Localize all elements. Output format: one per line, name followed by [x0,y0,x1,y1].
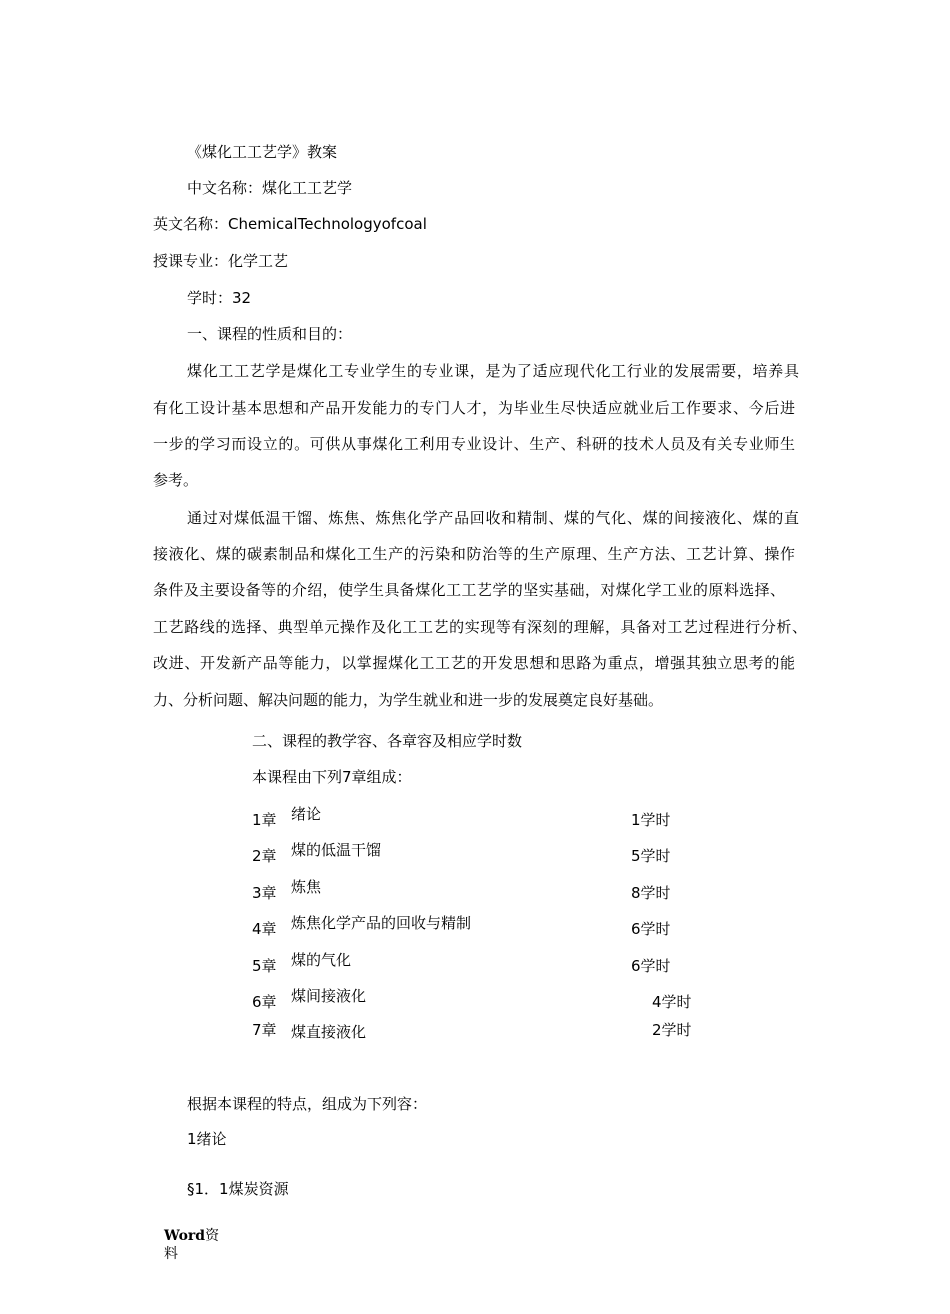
english-name: 英文名称：ChemicalTechnologyofcoal [153,215,427,233]
paragraph-line: 工艺路线的选择、典型单元操作及化工工艺的实现等有深刻的理解，具备对工艺过程进行分析、 [153,618,807,636]
chapter-row [0,986,950,1010]
document-title: 《煤化工工艺学》教案 [187,143,338,161]
chapter-row [0,840,950,864]
chapter-hours: 5学时 [631,847,671,865]
paragraph-line: 通过对煤低温干馏、炼焦、炼焦化学产品回收和精制、煤的气化、煤的间接液化、煤的直 [187,509,799,527]
chapter-number: 4章 [252,920,277,938]
chapter-row [0,913,950,937]
chapter-hours: 6学时 [631,957,671,975]
chapter-title: 煤的低温干馏 [291,841,382,859]
footer-word: Word [164,1228,206,1244]
paragraph-line: 煤化工工艺学是煤化工专业学生的专业课，是为了适应现代化工行业的发展需要，培养具 [187,362,799,380]
chapter-number: 7章 [252,1021,277,1039]
chapter-hours: 1学时 [631,811,671,829]
chapter-title: 炼焦化学产品的回收与精制 [291,914,472,932]
teaching-major: 授课专业：化学工艺 [153,252,289,270]
chapters-intro: 本课程由下列7章组成： [252,768,412,786]
footer-resource: 资料 [164,1228,220,1262]
section-1-1-heading: §1．1煤炭资源 [187,1180,289,1198]
paragraph-line: 一步的学习而设立的。可供从事煤化工利用专业设计、生产、科研的技术人员及有关专业师生 [153,435,795,453]
chinese-name: 中文名称：煤化工工艺学 [187,179,353,197]
chapter-row [0,877,950,901]
chapter-number: 2章 [252,847,277,865]
paragraph-line: 力、分析问题、解决问题的能力，为学生就业和进一步的发展奠定良好基础。 [153,691,664,709]
chapter-number: 3章 [252,884,277,902]
chapter-title: 煤的气化 [291,951,352,969]
chapter-number: 5章 [252,957,277,975]
chapter-title: 煤直接液化 [291,1023,367,1041]
chapter-hours: 6学时 [631,920,671,938]
chapter-row [0,1014,950,1041]
chapter-number: 1章 [252,811,277,829]
section1-heading: 一、课程的性质和目的： [187,325,353,343]
paragraph-line: 有化工设计基本思想和产品开发能力的专门人才，为毕业生尽快适应就业后工作要求、今后进 [153,399,795,417]
class-hours: 学时：32 [187,289,252,307]
paragraph-line: 参考。 [153,471,199,489]
section2-heading: 二、课程的教学容、各章容及相应学时数 [252,732,523,750]
footer-watermark [164,1227,224,1263]
chapter-hours: 2学时 [652,1021,692,1039]
chapter-title: 绪论 [291,805,322,823]
paragraph-line: 接液化、煤的碳素制品和煤化工生产的污染和防治等的生产原理、生产方法、工艺计算、操作 [153,545,795,563]
chapter-hours: 4学时 [652,993,692,1011]
chapter-title: 煤间接液化 [291,987,367,1005]
chapter1-heading: 1绪论 [187,1130,227,1148]
chapter-row [0,804,950,828]
chapter-number: 6章 [252,993,277,1011]
paragraph-line: 改进、开发新产品等能力，以掌握煤化工工艺的开发思想和思路为重点，增强其独立思考的能 [153,654,795,672]
chapter-title: 炼焦 [291,878,322,896]
paragraph-line: 条件及主要设备等的介绍，使学生具备煤化工工艺学的坚实基础，对煤化学工业的原料选择、 [153,581,785,599]
chapter-hours: 8学时 [631,884,671,902]
chapter-row [0,950,950,974]
content-intro: 根据本课程的特点，组成为下列容： [187,1095,428,1113]
